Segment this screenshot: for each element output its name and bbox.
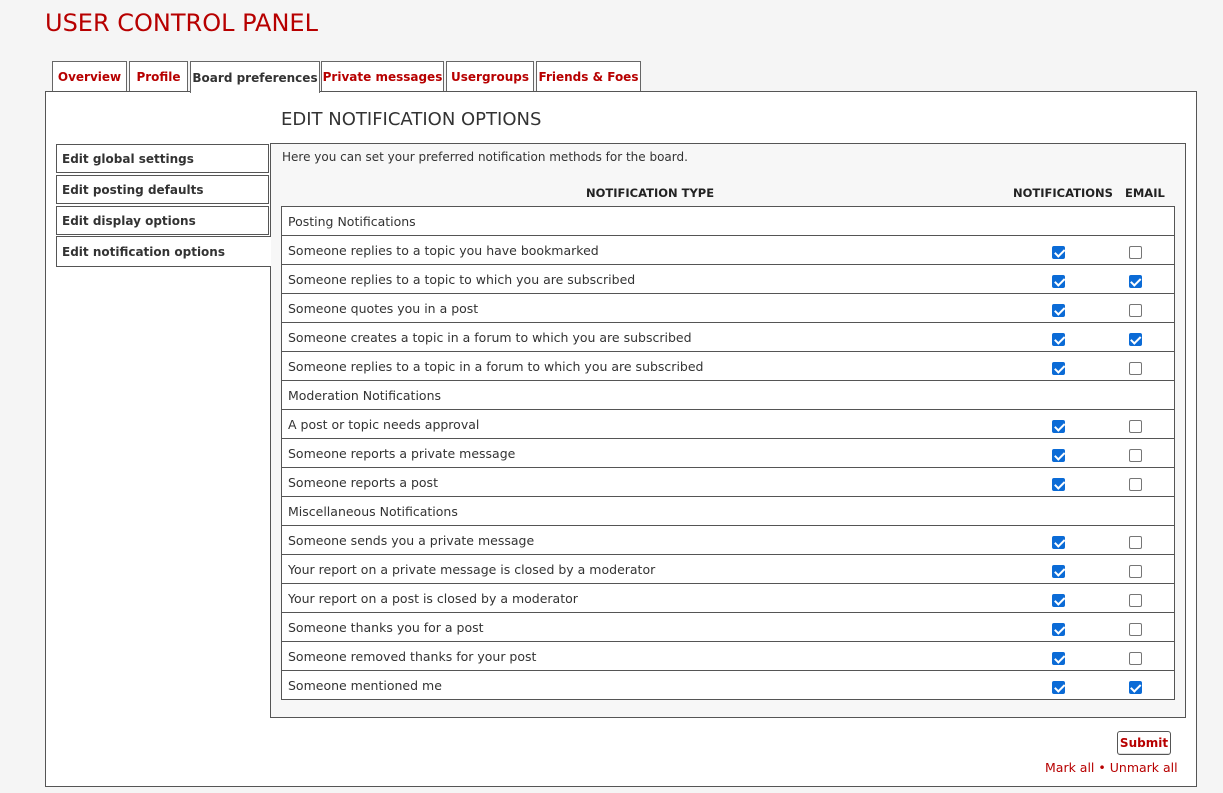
notification-cell xyxy=(1021,323,1097,352)
email-checkbox[interactable] xyxy=(1129,623,1142,636)
link-separator: • xyxy=(1098,760,1106,775)
notification-cell xyxy=(1021,352,1097,381)
submit-button[interactable]: Submit xyxy=(1117,731,1171,755)
email-checkbox[interactable] xyxy=(1129,681,1142,694)
notification-label: Your report on a post is closed by a moderator xyxy=(282,584,1021,613)
intro-text: Here you can set your preferred notification methods for the board. xyxy=(282,150,688,164)
notification-label: Your report on a private message is closed by a moderator xyxy=(282,555,1021,584)
email-checkbox[interactable] xyxy=(1129,246,1142,259)
notification-cell xyxy=(1021,410,1097,439)
notification-cell xyxy=(1021,468,1097,497)
tab-overview[interactable]: Overview xyxy=(52,61,127,92)
tab-profile[interactable]: Profile xyxy=(129,61,188,92)
email-checkbox[interactable] xyxy=(1129,420,1142,433)
group-header-row xyxy=(282,207,1175,236)
notification-checkbox[interactable] xyxy=(1052,275,1065,288)
notification-row xyxy=(282,468,1175,497)
notification-cell xyxy=(1021,526,1097,555)
email-cell xyxy=(1097,526,1175,555)
email-checkbox[interactable] xyxy=(1129,565,1142,578)
notification-cell xyxy=(1021,236,1097,265)
email-cell xyxy=(1097,468,1175,497)
column-header-type: NOTIFICATION TYPE xyxy=(586,186,715,200)
notification-checkbox[interactable] xyxy=(1052,652,1065,665)
email-cell xyxy=(1097,323,1175,352)
notification-row xyxy=(282,410,1175,439)
group-header-row xyxy=(282,381,1175,410)
notification-row xyxy=(282,352,1175,381)
page-title: USER CONTROL PANEL xyxy=(45,9,318,37)
email-cell xyxy=(1097,410,1175,439)
notification-label: Someone replies to a topic in a forum to which you are subscribed xyxy=(282,352,1021,381)
notification-cell xyxy=(1021,671,1097,700)
tab-usergroups[interactable]: Usergroups xyxy=(446,61,534,92)
notification-checkbox[interactable] xyxy=(1052,681,1065,694)
tab-private-messages[interactable]: Private messages xyxy=(321,61,444,92)
notification-row xyxy=(282,294,1175,323)
email-checkbox[interactable] xyxy=(1129,333,1142,346)
email-checkbox[interactable] xyxy=(1129,478,1142,491)
notification-label: Someone creates a topic in a forum to which you are subscribed xyxy=(282,323,1021,352)
notification-cell xyxy=(1021,584,1097,613)
notification-row xyxy=(282,671,1175,700)
notification-row xyxy=(282,323,1175,352)
email-cell xyxy=(1097,294,1175,323)
email-cell xyxy=(1097,642,1175,671)
notification-checkbox[interactable] xyxy=(1052,565,1065,578)
notification-row xyxy=(282,265,1175,294)
notification-checkbox[interactable] xyxy=(1052,623,1065,636)
notification-label: Someone mentioned me xyxy=(282,671,1021,700)
notification-row xyxy=(282,526,1175,555)
mark-links xyxy=(1045,760,1178,775)
email-checkbox[interactable] xyxy=(1129,594,1142,607)
email-cell xyxy=(1097,439,1175,468)
email-cell xyxy=(1097,613,1175,642)
tab-board-preferences[interactable]: Board preferences xyxy=(190,61,320,93)
notification-row xyxy=(282,555,1175,584)
notification-checkbox[interactable] xyxy=(1052,478,1065,491)
email-cell xyxy=(1097,265,1175,294)
email-checkbox[interactable] xyxy=(1129,275,1142,288)
notification-checkbox[interactable] xyxy=(1052,362,1065,375)
notification-cell xyxy=(1021,265,1097,294)
notification-row xyxy=(282,642,1175,671)
notification-cell xyxy=(1021,555,1097,584)
notification-row xyxy=(282,584,1175,613)
notification-checkbox[interactable] xyxy=(1052,304,1065,317)
notification-checkbox[interactable] xyxy=(1052,420,1065,433)
unmark-all-link[interactable]: Unmark all xyxy=(1109,760,1178,775)
notification-label: Someone replies to a topic you have bookmarked xyxy=(282,236,1021,265)
notification-label: Someone thanks you for a post xyxy=(282,613,1021,642)
notification-label: A post or topic needs approval xyxy=(282,410,1021,439)
notification-label: Someone quotes you in a post xyxy=(282,294,1021,323)
notification-checkbox[interactable] xyxy=(1052,333,1065,346)
section-title: EDIT NOTIFICATION OPTIONS xyxy=(281,109,542,130)
column-header-email: EMAIL xyxy=(1125,186,1165,200)
mark-all-link[interactable]: Mark all xyxy=(1045,760,1095,775)
notification-label: Someone removed thanks for your post xyxy=(282,642,1021,671)
email-checkbox[interactable] xyxy=(1129,652,1142,665)
email-checkbox[interactable] xyxy=(1129,304,1142,317)
notification-checkbox[interactable] xyxy=(1052,594,1065,607)
tab-friends-foes[interactable]: Friends & Foes xyxy=(536,61,641,92)
notification-cell xyxy=(1021,294,1097,323)
email-cell xyxy=(1097,236,1175,265)
notification-row xyxy=(282,613,1175,642)
group-label: Moderation Notifications xyxy=(282,381,1175,410)
notification-cell xyxy=(1021,439,1097,468)
email-checkbox[interactable] xyxy=(1129,362,1142,375)
notification-table xyxy=(281,206,1175,700)
group-label: Miscellaneous Notifications xyxy=(282,497,1175,526)
email-cell xyxy=(1097,352,1175,381)
notification-checkbox[interactable] xyxy=(1052,246,1065,259)
sidebar-item-global-settings[interactable]: Edit global settings xyxy=(56,144,269,173)
sidebar-item-posting-defaults[interactable]: Edit posting defaults xyxy=(56,175,269,204)
notification-label: Someone replies to a topic to which you are subscribed xyxy=(282,265,1021,294)
notification-checkbox[interactable] xyxy=(1052,536,1065,549)
notification-label: Someone sends you a private message xyxy=(282,526,1021,555)
email-checkbox[interactable] xyxy=(1129,449,1142,462)
group-header-row xyxy=(282,497,1175,526)
notification-checkbox[interactable] xyxy=(1052,449,1065,462)
email-checkbox[interactable] xyxy=(1129,536,1142,549)
sidebar-item-display-options[interactable]: Edit display options xyxy=(56,206,269,235)
group-label: Posting Notifications xyxy=(282,207,1175,236)
email-cell xyxy=(1097,555,1175,584)
notification-row xyxy=(282,439,1175,468)
notification-cell xyxy=(1021,613,1097,642)
notification-label: Someone reports a post xyxy=(282,468,1021,497)
email-cell xyxy=(1097,584,1175,613)
notification-label: Someone reports a private message xyxy=(282,439,1021,468)
email-cell xyxy=(1097,671,1175,700)
notification-row xyxy=(282,236,1175,265)
column-header-notifications: NOTIFICATIONS xyxy=(1013,186,1113,200)
sidebar-item-notification-options[interactable]: Edit notification options xyxy=(56,236,271,267)
notification-cell xyxy=(1021,642,1097,671)
